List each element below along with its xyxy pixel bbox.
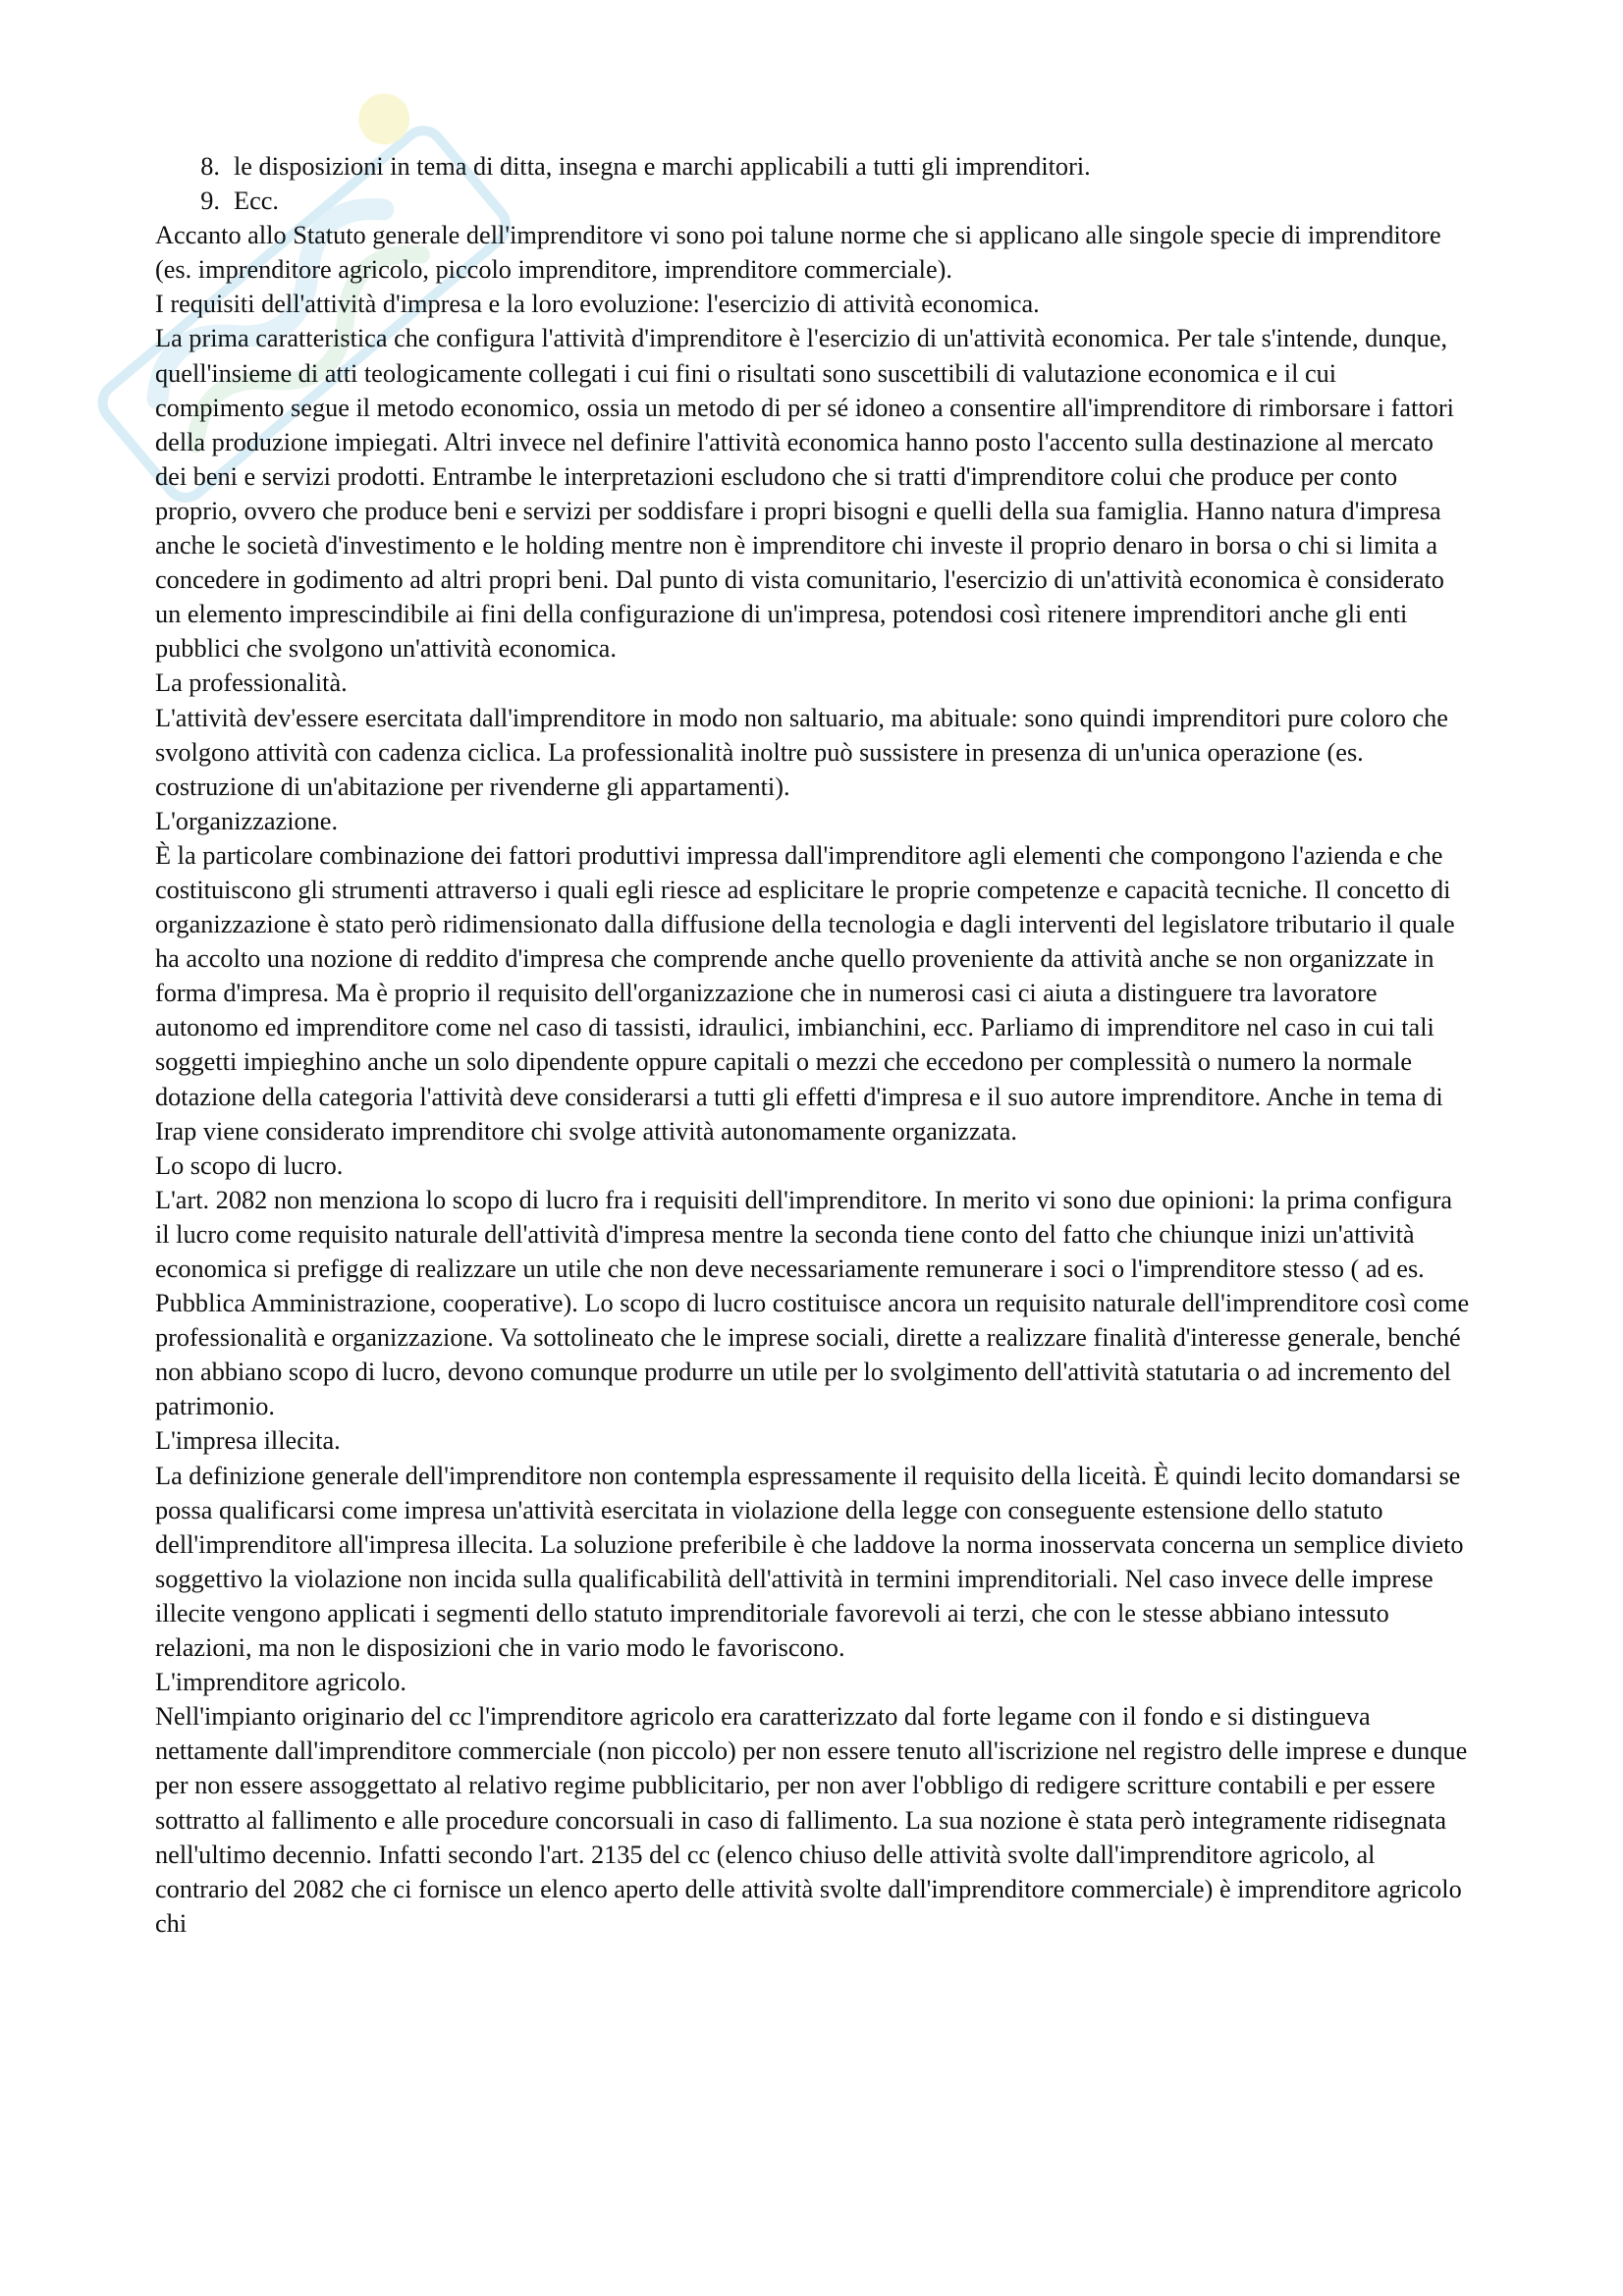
list-text: Ecc. <box>234 187 279 216</box>
heading-organizzazione: L'organizzazione. <box>155 806 339 835</box>
paragraph-imprenditore-agricolo: Nell'impianto originario del cc l'imprenditore agricolo era caratterizzato dal forte legame con il fondo e si distingueva nettamente dall'imprenditore commerciale (non piccolo) per non essere tenuto all'iscrizione nel registro delle imprese e dunque per non essere assoggettato al relativo regime pubblicitario, per non aver l'obbligo di redigere scritture contabili e per essere sottratto al fallimento e alle procedure concorsuali in caso di fallimento. La sua nozione è stata però integramente ridisegnata nell'ultimo decennio. Infatti secondo l'art. 2135 del cc (elenco chiuso delle attività svolte dall'imprenditore agricolo, al contrario del 2082 che ci fornisce un elenco aperto delle attività svolte dall'imprenditore commerciale) è imprenditore agricolo chi <box>155 1702 1468 1938</box>
paragraph-intro: Accanto allo Statuto generale dell'imprenditore vi sono poi talune norme che si applicano alle singole specie di imprenditore (es. imprenditore agricolo, piccolo imprenditore, imprenditore commerciale). <box>155 221 1441 285</box>
list-number: 8. <box>200 152 220 181</box>
paragraph-professionalita: L'attività dev'essere esercitata dall'imprenditore in modo non saltuario, ma abituale: sono quindi imprenditori pure coloro che svolgono attività con cadenza ciclica. La professionalità inoltre può sussistere in presenza di un'unica operazione (es. costruzione di un'abitazione per rivenderne gli appartamenti). <box>155 703 1448 801</box>
heading-professionalita: La professionalità. <box>155 668 348 698</box>
list-text: le disposizioni in tema di ditta, insegna e marchi applicabili a tutti gli imprenditori. <box>234 152 1091 181</box>
paragraph-requisiti: La prima caratteristica che configura l'attività d'imprenditore è l'esercizio di un'attività economica. Per tale s'intende, dunque, quell'insieme di atti teologicamente collegati i cui fini o risultati sono suscettibili di valutazione economica e il cui compimento segue il metodo economico, ossia un metodo di per sé idoneo a consentire all'imprenditore di rimborsare i fattori della produzione impiegati. Altri invece nel definire l'attività economica hanno posto l'accento sulla destinazione al mercato dei beni e servizi prodotti. Entrambe le interpretazioni escludono che si tratti d'imprenditore colui che produce per conto proprio, ovvero che produce beni e servizi per soddisfare i propri bisogni e quelli della sua famiglia. Hanno natura d'impresa anche le società d'investimento e le holding mentre non è imprenditore chi investe il proprio denaro in borsa o chi si limita a concedere in godimento ad altri propri beni. Dal punto di vista comunitario, l'esercizio di un'attività economica è considerato un elemento imprescindibile ai fini della configurazione di un'impresa, potendosi così ritenere imprenditori anche gli enti pubblici che svolgono un'attività economica. <box>155 324 1454 664</box>
heading-impresa-illecita: L'impresa illecita. <box>155 1426 341 1456</box>
paragraph-lucro: L'art. 2082 non menziona lo scopo di lucro fra i requisiti dell'imprenditore. In merito vi sono due opinioni: la prima configura il lucro come requisito naturale dell'attività d'impresa mentre la seconda tiene conto del fatto che chiunque inizi un'attività economica si prefigge di realizzare un utile che non deve necessariamente remunerare i soci o l'imprenditore stesso ( ad es. Pubblica Amministrazione, cooperative). Lo scopo di lucro costituisce ancora un requisito naturale dell'imprenditore così come professionalità e organizzazione. Va sottolineato che le imprese sociali, dirette a realizzare finalità d'interesse generale, benché non abbiano scopo di lucro, devono comunque produrre un utile per lo svolgimento dell'attività statutaria o ad incremento del patrimonio. <box>155 1185 1470 1421</box>
heading-lucro: Lo scopo di lucro. <box>155 1150 344 1180</box>
paragraph-impresa-illecita: La definizione generale dell'imprenditore non contempla espressamente il requisito della liceità. È quindi lecito domandarsi se possa qualificarsi come impresa un'attività esercitata in violazione della legge con conseguente estensione dello statuto dell'imprenditore all'impresa illecita. La soluzione preferibile è che laddove la norma inosservata concerna un semplice divieto soggettivo la violazione non incida sulla qualificabilità dell'attività in termini imprenditoriali. Nel caso invece delle imprese illecite vengono applicati i segmenti dello statuto imprenditoriale favorevoli ai terzi, che con le stesse abbiano intessuto relazioni, ma non le disposizioni che in vario modo le favoriscono. <box>155 1461 1464 1663</box>
paragraph-organizzazione: È la particolare combinazione dei fattori produttivi impressa dall'imprenditore agli elementi che compongono l'azienda e che costituiscono gli strumenti attraverso i quali egli riesce ad esplicitare le proprie competenze e capacità tecniche. Il concetto di organizzazione è stato però ridimensionato dalla diffusione della tecnologia e dagli interventi del legislatore tributario il quale ha accolto una nozione di reddito d'impresa che comprende anche quello proveniente da attività anche se non organizzate in forma d'impresa. Ma è proprio il requisito dell'organizzazione che in numerosi casi ci aiuta a distinguere tra lavoratore autonomo ed imprenditore come nel caso di tassisti, idraulici, imbianchini, ecc. Parliamo di imprenditore nel caso in cui tali soggetti impieghino anche un solo dipendente oppure capitali o mezzi che eccedono per complessità o numero la normale dotazione della categoria l'attività deve considerarsi a tutti gli effetti d'impresa e il suo autore imprenditore. Anche in tema di Irap viene considerato imprenditore chi svolge attività autonomamente organizzata. <box>155 840 1455 1146</box>
list-number: 9. <box>200 187 220 216</box>
list-item <box>155 149 1471 184</box>
heading-imprenditore-agricolo: L'imprenditore agricolo. <box>155 1668 406 1697</box>
document-body <box>155 149 1471 1941</box>
heading-requisiti: I requisiti dell'attività d'impresa e la loro evoluzione: l'esercizio di attività economica. <box>155 290 1040 319</box>
list-item <box>155 184 1471 218</box>
